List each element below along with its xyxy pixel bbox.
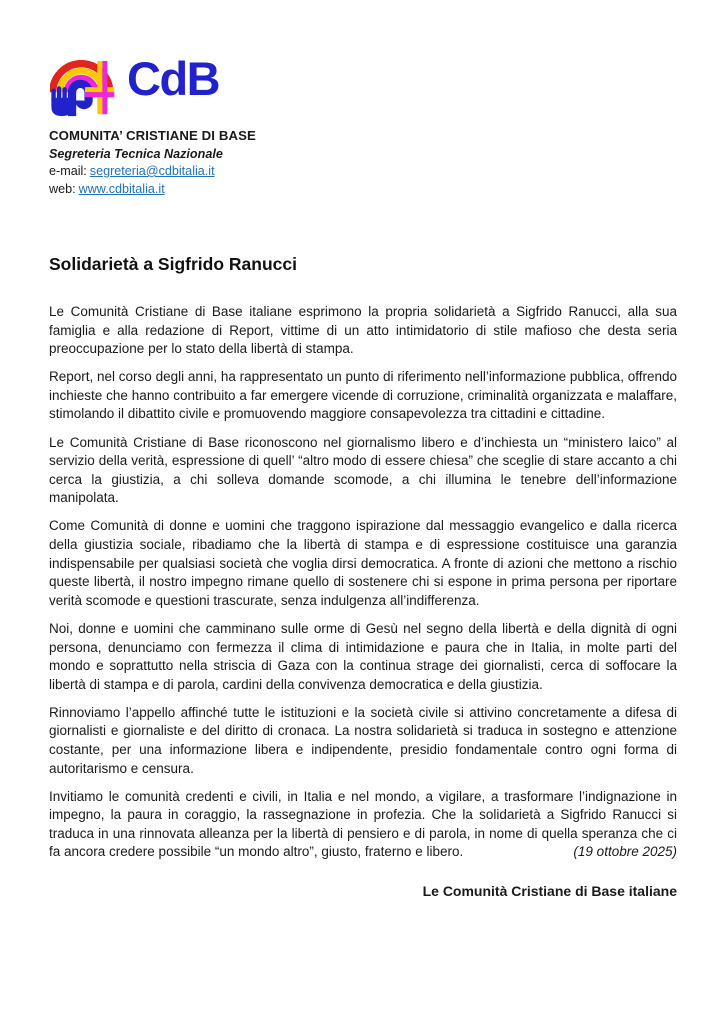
paragraph-2: Report, nel corso degli anni, ha rappresentato un punto di riferimento nell’informazione pubblica, offrendo inchieste che hanno contribuito a far emergere vicende di corruzione, criminalità organizzata e malaffare, stimolando il dibattito civile e promuovendo maggiore consapevolezza tra cittadini e cittadine.	[49, 369, 677, 422]
letterhead	[49, 47, 677, 198]
email-label: e-mail:	[49, 164, 87, 178]
paragraph-3: Le Comunità Cristiane di Base riconoscono nel giornalismo libero e d’inchiesta un “ministero laico” al servizio della verità, espressione di quell’ “altro modo di essere chiesa” che sceglie di stare accanto a chi cerca la giustizia, a chi solleva domande scomode, a chi illumina le tenebre dell’informazione manipolata.	[49, 434, 677, 506]
paragraph-6: Rinnoviamo l’appello affinché tutte le istituzioni e la società civile si attivino concretamente a difesa di giornalisti e giornaliste e del diritto di cronaca. La nostra solidarietà si traduca in sostegno e attenzione costante, per una informazione libera e indipendente, presidio fondamentale contro ogni forma di autoritarismo e censura.	[49, 704, 677, 776]
web-label: web:	[49, 181, 76, 196]
org-department: Segreteria Tecnica Nazionale	[49, 147, 223, 161]
cdb-logo	[50, 47, 677, 119]
org-name: COMUNITA’ CRISTIANE DI BASE	[49, 128, 256, 143]
signature: Le Comunità Cristiane di Base italiane	[422, 883, 677, 900]
email-link[interactable]: segreteria@cdbitalia.it	[89, 164, 215, 178]
document-title: Solidarietà a Sigfrido Ranucci	[49, 254, 297, 274]
logo-acronym: CdB	[127, 51, 220, 105]
paragraph-5: Noi, donne e uomini che camminano sulle orme di Gesù nel segno della libertà e della dignità di ogni persona, denunciamo con fermezza il clima di intimidazione e paura che in Italia, in molte parti del mondo e soprattutto nella striscia di Gaza con la continua strage dei giornalisti, cerca di soffocare la libertà di stampa e di parola, cardini della convivenza democratica e della giustizia.	[49, 620, 677, 692]
paragraph-7	[49, 788, 677, 862]
email-line	[49, 163, 677, 181]
web-line	[49, 181, 677, 199]
rainbow-hand-cross-icon	[50, 48, 118, 118]
paragraph-7-text: Invitiamo le comunità credenti e civili, in Italia e nel mondo, a vigilare, a trasformare l’indignazione in impegno, la paura in coraggio, la rassegnazione in profezia. Che la solidarietà a Sigfrido Ranucci si traduca in una rinnovata alleanza per la libertà di pensiero e di parola, in nome di quella speranza che ci fa ancora credere possibile “un mondo altro”, giusto, fraterno e libero.	[49, 788, 677, 860]
paragraph-4: Come Comunità di donne e uomini che traggono ispirazione dal messaggio evangelico e dalla ricerca della giustizia sociale, ribadiamo che la libertà di stampa e di espressione costituisce una garanzia indispensabile per qualsiasi società che voglia dirsi democratica. A fronte di azioni che mettono a rischio queste libertà, il nostro impegno rimane quello di sostenere chi si espone in prima persona per riportare verità scomode e questioni trascurate, senza indulgenza all’indifferenza.	[49, 518, 677, 608]
web-link[interactable]: www.cdbitalia.it	[78, 181, 165, 196]
date-note: (19 ottobre 2025)	[573, 844, 677, 860]
paragraph-1: Le Comunità Cristiane di Base italiane esprimono la propria solidarietà a Sigfrido Ranucci, alla sua famiglia e alla redazione di Report, vittime di un atto intimidatorio di stile mafioso che desta seria preoccupazione per lo stato della libertà di stampa.	[49, 304, 677, 357]
